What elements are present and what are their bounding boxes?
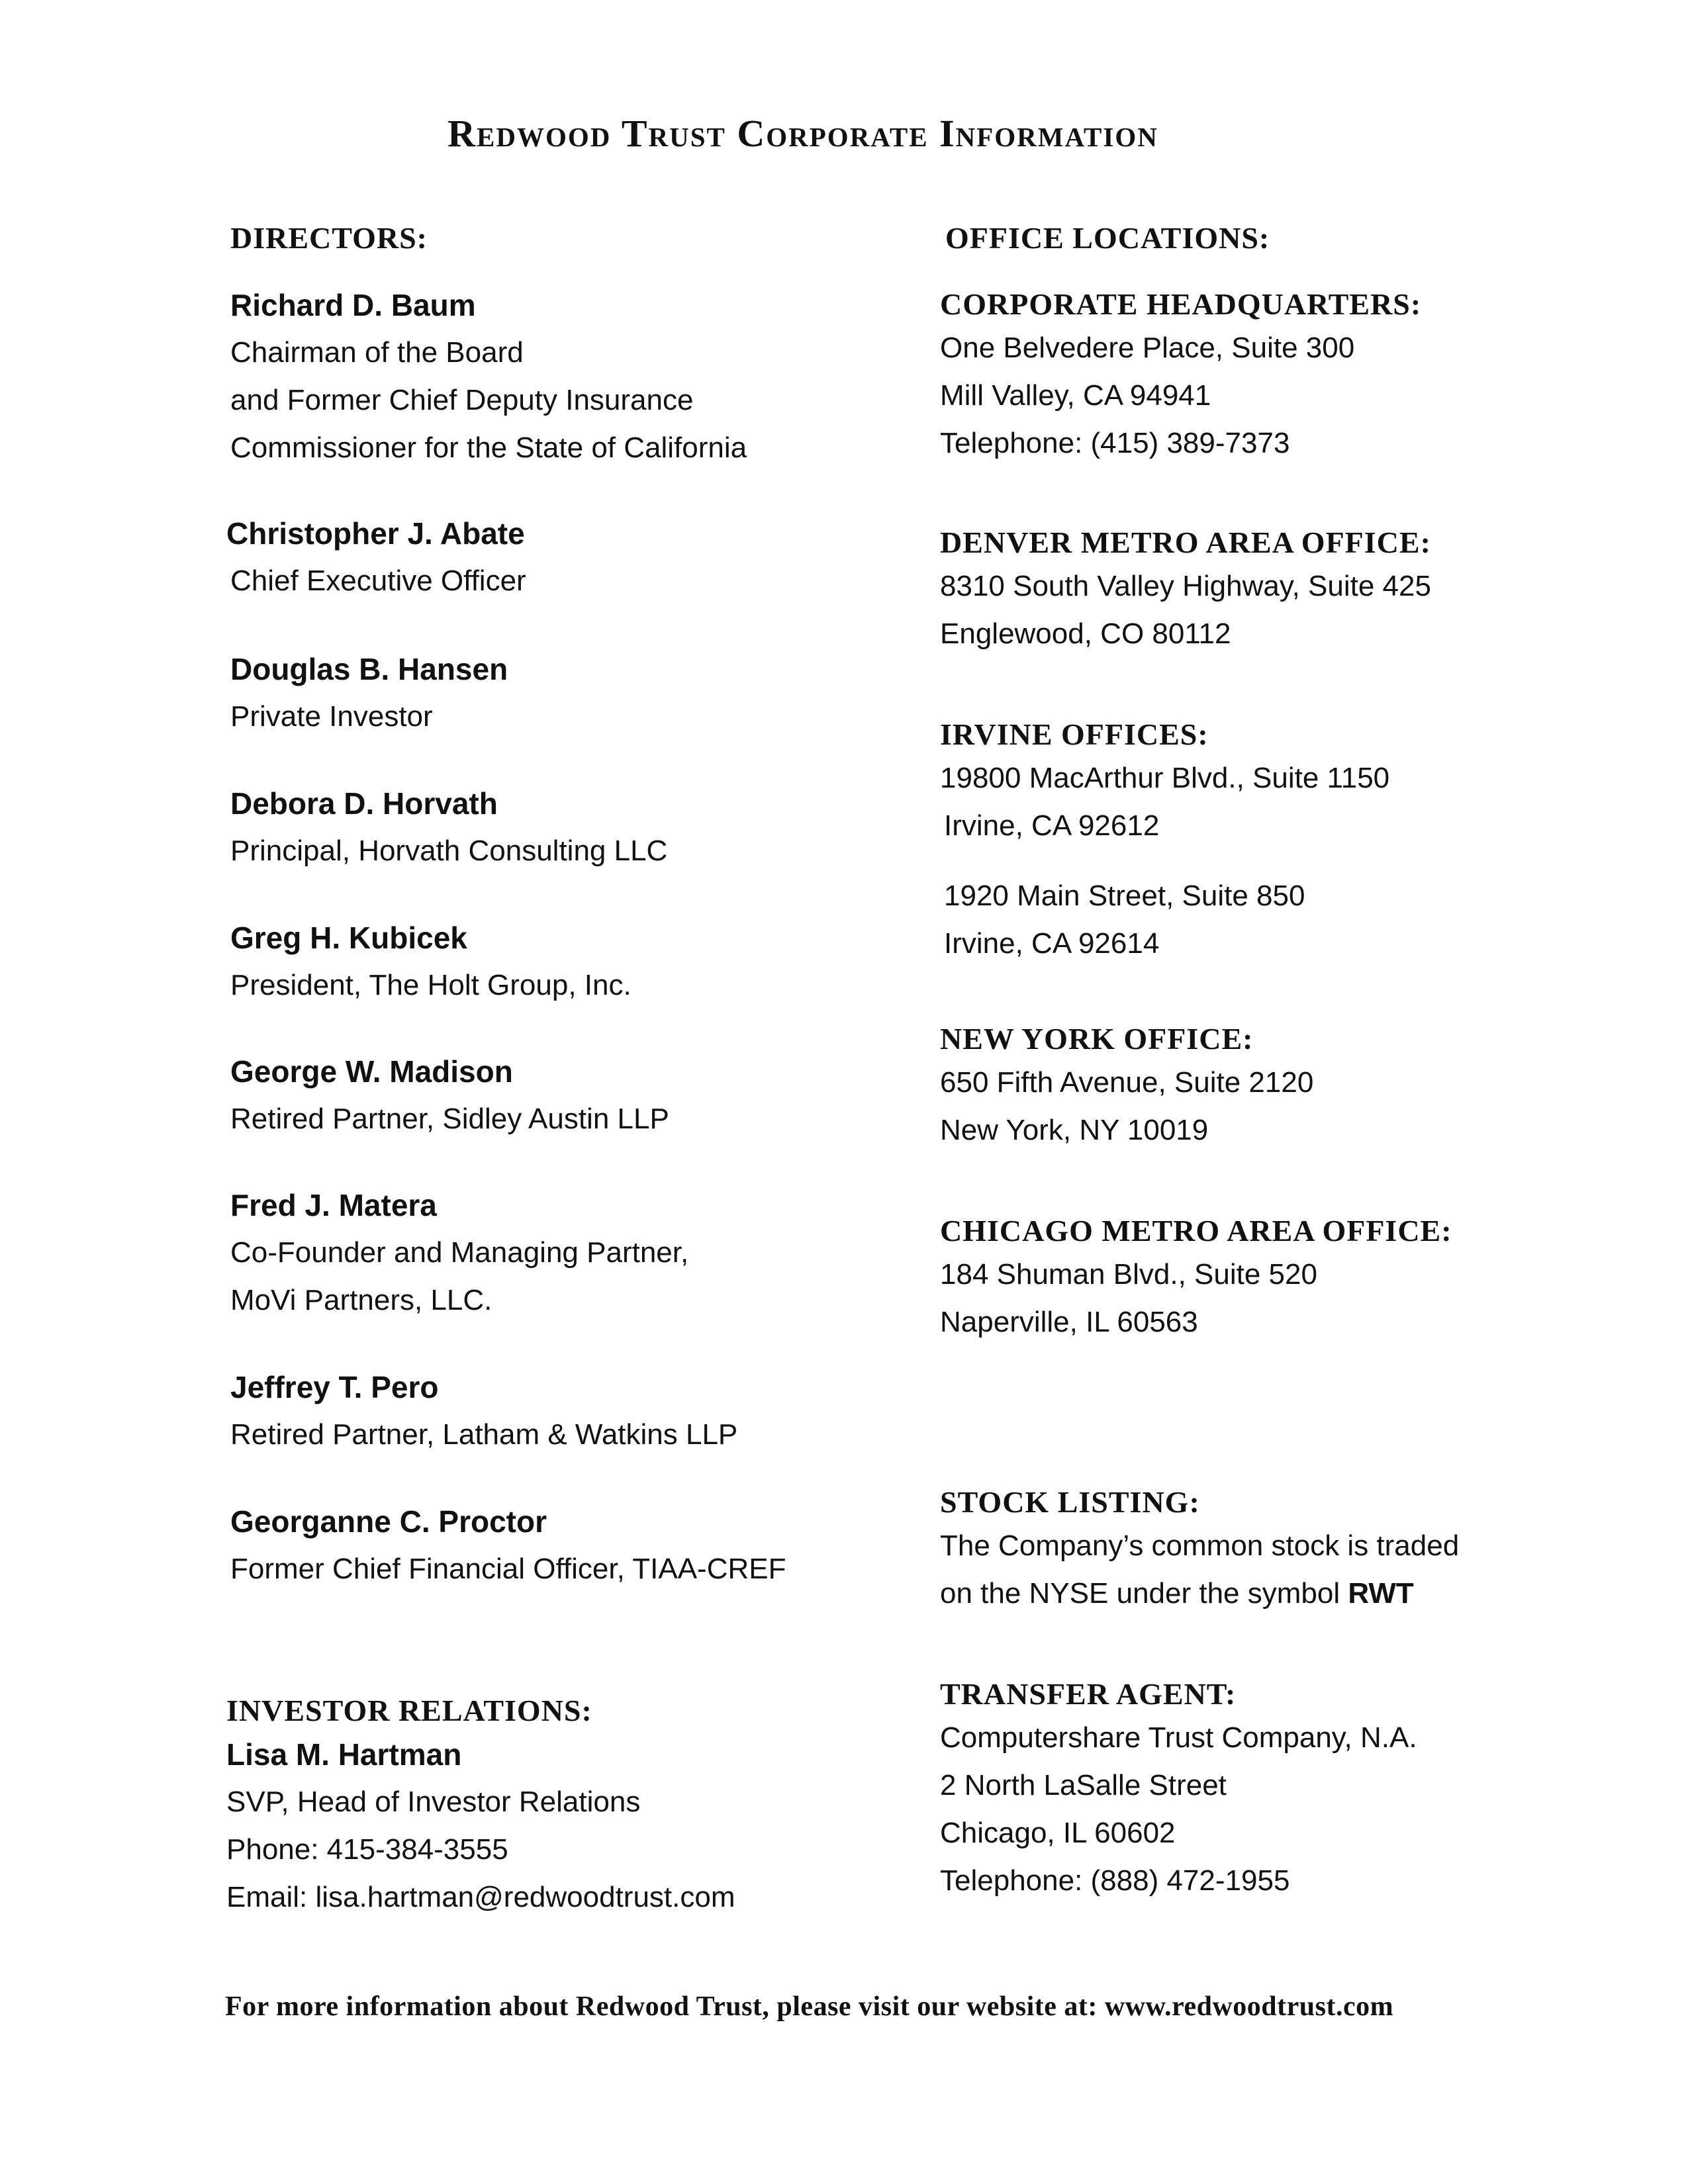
stock-listing-section [940, 1482, 1459, 1617]
stock-listing-heading: STOCK LISTING: [940, 1485, 1200, 1519]
director-entry [230, 1498, 786, 1593]
transfer-agent-line: 2 North LaSalle Street [940, 1769, 1227, 1801]
director-entry [226, 510, 526, 605]
director-entry [230, 281, 747, 472]
director-entry [230, 780, 667, 875]
office-denver [940, 523, 1431, 658]
office-phone-line: Telephone: (415) 389-7373 [940, 427, 1290, 459]
transfer-agent-line: Chicago, IL 60602 [940, 1817, 1176, 1849]
transfer-agent-line: Computershare Trust Company, N.A. [940, 1721, 1417, 1754]
director-name: George W. Madison [230, 1054, 513, 1089]
office-address-line: Irvine, CA 92612 [944, 809, 1160, 842]
investor-relations-heading: INVESTOR RELATIONS: [226, 1694, 592, 1727]
office-address-line: 184 Shuman Blvd., Suite 520 [940, 1258, 1317, 1291]
director-title-line: and Former Chief Deputy Insurance [230, 384, 694, 416]
office-newyork [940, 1019, 1313, 1154]
investor-relations-phone: Phone: 415-384-3555 [226, 1833, 508, 1866]
office-irvine [940, 715, 1389, 968]
director-entry [230, 1181, 688, 1324]
director-name: Fred J. Matera [230, 1188, 437, 1222]
director-title-line: Chief Executive Officer [230, 565, 526, 597]
director-title-line: Commissioner for the State of California [230, 432, 747, 464]
director-title-line: Retired Partner, Sidley Austin LLP [230, 1103, 669, 1135]
investor-relations-section [226, 1691, 735, 1921]
stock-listing-line: The Company’s common stock is traded [940, 1529, 1460, 1562]
office-address-line: Naperville, IL 60563 [940, 1306, 1198, 1338]
office-denver-heading: DENVER METRO AREA OFFICE: [940, 525, 1431, 559]
director-title-line: Private Investor [230, 700, 433, 733]
director-entry [230, 914, 632, 1009]
stock-listing-line [940, 1570, 1459, 1617]
office-hq-heading: CORPORATE HEADQUARTERS: [940, 287, 1422, 321]
stock-symbol: RWT [1348, 1577, 1414, 1610]
office-chicago [940, 1211, 1452, 1346]
office-irvine-heading: IRVINE OFFICES: [940, 717, 1209, 751]
director-name: Jeffrey T. Pero [230, 1370, 439, 1404]
director-entry [230, 1363, 737, 1459]
director-title-line: Former Chief Financial Officer, TIAA-CREF [230, 1553, 786, 1585]
director-title-line: President, The Holt Group, Inc. [230, 969, 632, 1001]
director-entry [230, 645, 508, 741]
investor-relations-name: Lisa M. Hartman [226, 1737, 462, 1772]
office-address-line: Englewood, CO 80112 [940, 617, 1231, 650]
directors-heading: DIRECTORS: [230, 221, 428, 255]
office-address-line: 19800 MacArthur Blvd., Suite 1150 [940, 762, 1390, 794]
office-address-line: One Belvedere Place, Suite 300 [940, 332, 1355, 364]
transfer-agent-heading: TRANSFER AGENT: [940, 1677, 1237, 1711]
transfer-agent-line: Telephone: (888) 472-1955 [940, 1864, 1290, 1897]
office-hq [940, 285, 1421, 467]
office-address-line: 650 Fifth Avenue, Suite 2120 [940, 1066, 1314, 1099]
footer-website-note: For more information about Redwood Trust, please visit our website at: www.redwoodtrust.com [225, 1991, 1394, 2022]
director-title-line: Chairman of the Board [230, 336, 524, 369]
investor-relations-email: Email: lisa.hartman@redwoodtrust.com [226, 1881, 735, 1913]
director-title-line: Retired Partner, Latham & Watkins LLP [230, 1418, 738, 1451]
director-entry [230, 1048, 669, 1143]
investor-relations-title: SVP, Head of Investor Relations [226, 1786, 641, 1818]
director-name: Douglas B. Hansen [230, 652, 508, 686]
director-name: Richard D. Baum [230, 288, 476, 322]
director-name: Georganne C. Proctor [230, 1504, 547, 1539]
office-address-line: 8310 South Valley Highway, Suite 425 [940, 570, 1431, 602]
director-name: Debora D. Horvath [230, 786, 498, 821]
director-name: Christopher J. Abate [226, 516, 525, 551]
director-name: Greg H. Kubicek [230, 921, 467, 955]
director-title-line: Principal, Horvath Consulting LLC [230, 835, 668, 867]
office-locations-heading: OFFICE LOCATIONS: [945, 221, 1270, 255]
office-address-line: New York, NY 10019 [940, 1114, 1209, 1146]
office-address-line: 1920 Main Street, Suite 850 [944, 880, 1305, 912]
office-address-line: Mill Valley, CA 94941 [940, 379, 1211, 412]
page-title: Redwood Trust Corporate Information [447, 112, 1158, 155]
transfer-agent-section [940, 1674, 1417, 1905]
director-title-line: MoVi Partners, LLC. [230, 1284, 492, 1316]
office-newyork-heading: NEW YORK OFFICE: [940, 1022, 1254, 1056]
office-address-line: Irvine, CA 92614 [944, 927, 1160, 960]
director-title-line: Co-Founder and Managing Partner, [230, 1236, 689, 1269]
office-chicago-heading: CHICAGO METRO AREA OFFICE: [940, 1214, 1452, 1248]
stock-listing-prefix: on the NYSE under the symbol [940, 1577, 1348, 1610]
